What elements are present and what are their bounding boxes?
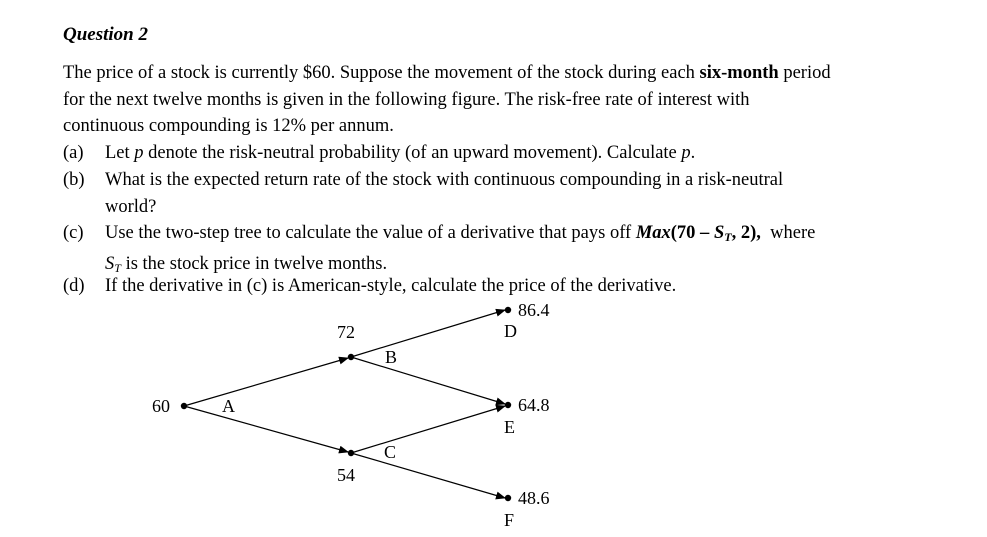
node-f-label: F	[504, 510, 515, 530]
node-f-value: 48.6	[518, 488, 550, 508]
question-title: Question 2	[63, 24, 148, 45]
node-c-label: C	[384, 442, 397, 462]
node-e-label: E	[504, 417, 515, 437]
node-c-value: 54	[337, 465, 355, 485]
item-a-label: (a)	[63, 143, 84, 163]
item-a-text: Let p denote the risk-neutral probability (of an upward movement). Calculate p.	[105, 143, 696, 163]
item-b-label: (b)	[63, 170, 85, 190]
node-d-dot	[505, 307, 511, 313]
edge-a-b	[184, 358, 348, 406]
item-c-label: (c)	[63, 223, 84, 243]
item-c-text: Use the two-step tree to calculate the value of a derivative that pays off $Max(70 - S_T$, 2), where $S_T$ is the stock price in twelve months.	[105, 223, 816, 275]
edge-b-e	[351, 357, 505, 404]
edge-a-c	[184, 406, 348, 452]
item-d-label: (d)	[63, 276, 85, 296]
node-e-value: 64.8	[518, 395, 550, 415]
node-e-dot	[505, 402, 511, 408]
node-b-value: 72	[337, 322, 355, 342]
node-c-dot	[348, 450, 354, 456]
intro-line-2: for the next twelve months is given in the following figure. The risk-free rate of interest with	[63, 89, 750, 110]
item-b-text: What is the expected return rate of the stock with continuous compounding in a risk-neutral world?	[105, 170, 784, 217]
edge-c-f	[351, 453, 505, 498]
node-b-label: B	[385, 347, 398, 367]
node-a-label: A	[222, 396, 235, 416]
node-f-dot	[505, 495, 511, 501]
intro-text-1: The price of a stock is currently $60. Suppose the movement of the stock during each	[63, 63, 700, 83]
edge-b-d	[351, 310, 505, 357]
node-d-value: 86.4	[518, 300, 550, 320]
intro-text-2: period	[778, 63, 831, 83]
intro-line-3: continuous compounding is 12% per annum.	[63, 116, 394, 136]
node-d-label: D	[504, 321, 517, 341]
intro-bold: six-month	[699, 63, 779, 83]
item-d-text: If the derivative in (c) is American-style, calculate the price of the derivative.	[105, 276, 677, 296]
edge-c-e	[351, 406, 505, 453]
node-a-dot	[181, 403, 187, 409]
node-a-value: 60	[152, 396, 170, 416]
node-b-dot	[348, 354, 354, 360]
